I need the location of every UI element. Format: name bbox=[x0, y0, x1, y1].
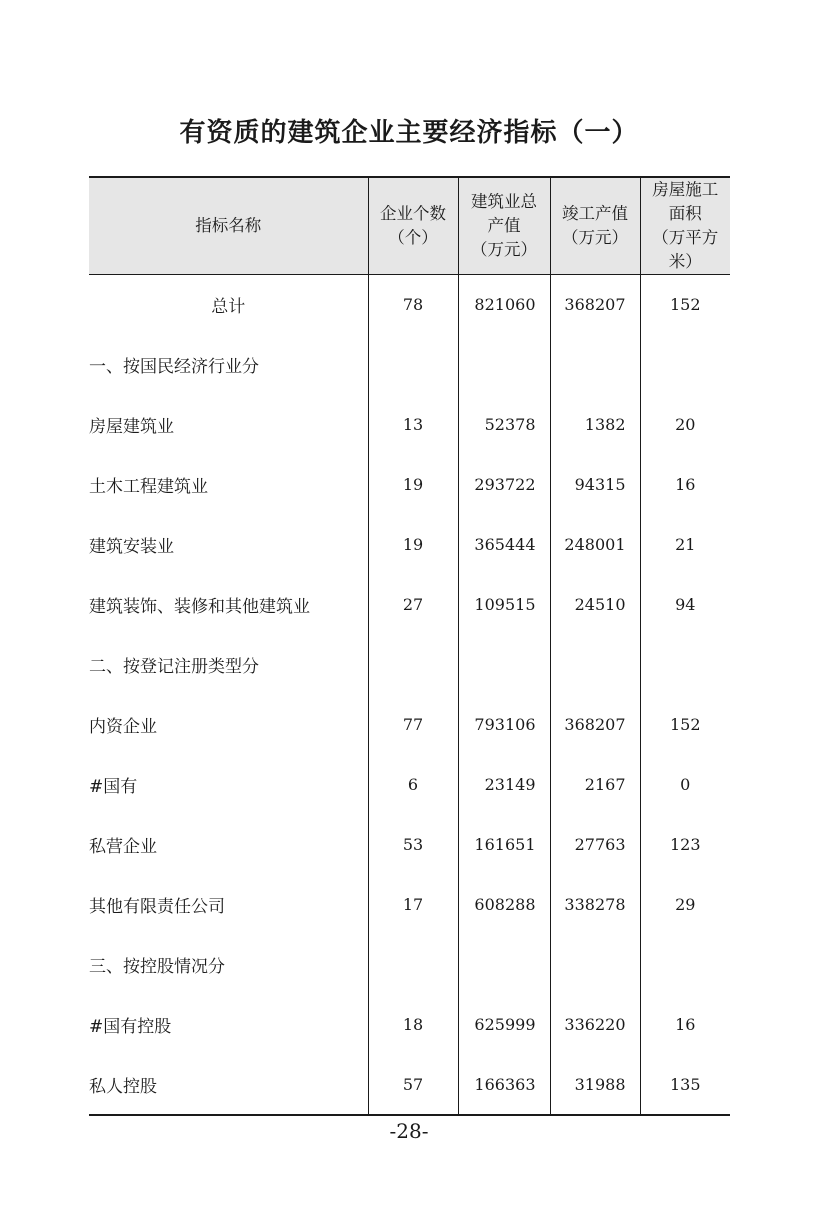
value-cell: 368207 bbox=[550, 275, 640, 335]
value-cell: 821060 bbox=[458, 275, 550, 335]
value-cell: 109515 bbox=[458, 575, 550, 635]
value-cell: 248001 bbox=[550, 515, 640, 575]
value-cell bbox=[640, 335, 730, 395]
value-cell: 53 bbox=[368, 815, 458, 875]
value-cell: 27 bbox=[368, 575, 458, 635]
table-row bbox=[89, 335, 730, 395]
row-label: 三、按控股情况分 bbox=[89, 957, 225, 977]
value-cell: 19 bbox=[368, 515, 458, 575]
table-row bbox=[89, 575, 730, 635]
row-label: 私营企业 bbox=[89, 837, 157, 857]
table-row bbox=[89, 635, 730, 695]
row-label: 房屋建筑业 bbox=[89, 417, 174, 437]
value-cell: 94 bbox=[640, 575, 730, 635]
value-cell: 23149 bbox=[458, 755, 550, 815]
table-row bbox=[89, 515, 730, 575]
value-cell: 0 bbox=[640, 755, 730, 815]
value-cell: 16 bbox=[640, 455, 730, 515]
value-cell: 18 bbox=[368, 995, 458, 1055]
value-cell bbox=[368, 335, 458, 395]
value-cell bbox=[550, 635, 640, 695]
row-label: 土木工程建筑业 bbox=[89, 477, 208, 497]
value-cell: 608288 bbox=[458, 875, 550, 935]
value-cell: 625999 bbox=[458, 995, 550, 1055]
value-cell bbox=[458, 335, 550, 395]
value-cell: 77 bbox=[368, 695, 458, 755]
value-cell: 135 bbox=[640, 1055, 730, 1115]
value-cell: 16 bbox=[640, 995, 730, 1055]
table-body bbox=[89, 275, 730, 1115]
value-cell: 6 bbox=[368, 755, 458, 815]
value-cell: 13 bbox=[368, 395, 458, 455]
value-cell: 94315 bbox=[550, 455, 640, 515]
value-cell: 293722 bbox=[458, 455, 550, 515]
value-cell bbox=[550, 335, 640, 395]
value-cell bbox=[458, 935, 550, 995]
page-title: 有资质的建筑企业主要经济指标（一） bbox=[179, 118, 639, 148]
row-label: 总计 bbox=[211, 297, 246, 318]
row-label: 建筑装饰、装修和其他建筑业 bbox=[89, 597, 310, 617]
value-cell: 52378 bbox=[458, 395, 550, 455]
value-cell bbox=[368, 935, 458, 995]
table-row bbox=[89, 395, 730, 455]
economic-indicators-table bbox=[89, 176, 730, 1116]
header-indicator-name: 指标名称 bbox=[89, 177, 368, 275]
value-cell: 338278 bbox=[550, 875, 640, 935]
table-row bbox=[89, 875, 730, 935]
value-cell: 20 bbox=[640, 395, 730, 455]
value-cell: 123 bbox=[640, 815, 730, 875]
value-cell: 368207 bbox=[550, 695, 640, 755]
row-label: 二、按登记注册类型分 bbox=[89, 657, 259, 677]
row-label: 内资企业 bbox=[89, 717, 157, 737]
value-cell: 152 bbox=[640, 275, 730, 335]
value-cell: 365444 bbox=[458, 515, 550, 575]
value-cell bbox=[640, 935, 730, 995]
row-label: 其他有限责任公司 bbox=[89, 897, 225, 917]
table-row bbox=[89, 935, 730, 995]
value-cell: 29 bbox=[640, 875, 730, 935]
value-cell: 2167 bbox=[550, 755, 640, 815]
value-cell: 161651 bbox=[458, 815, 550, 875]
table-row bbox=[89, 275, 730, 335]
value-cell: 78 bbox=[368, 275, 458, 335]
row-label: #国有控股 bbox=[89, 1017, 172, 1037]
value-cell: 31988 bbox=[550, 1055, 640, 1115]
table-row bbox=[89, 755, 730, 815]
table-row bbox=[89, 1055, 730, 1115]
row-label: 私人控股 bbox=[89, 1055, 368, 1115]
value-cell: 152 bbox=[640, 695, 730, 755]
row-label: 建筑安装业 bbox=[89, 537, 174, 557]
page-number: -28- bbox=[389, 1119, 429, 1143]
row-label: 一、按国民经济行业分 bbox=[89, 357, 259, 377]
header-total-output: 建筑业总 产值 （万元） bbox=[458, 177, 550, 275]
table-header-row bbox=[89, 177, 730, 275]
value-cell: 21 bbox=[640, 515, 730, 575]
value-cell: 166363 bbox=[458, 1055, 550, 1115]
header-floor-area: 房屋施工 面积 （万平方米） bbox=[640, 177, 730, 275]
value-cell bbox=[458, 635, 550, 695]
row-label: #国有 bbox=[89, 777, 138, 797]
header-completed-output: 竣工产值 （万元） bbox=[550, 177, 640, 275]
value-cell: 19 bbox=[368, 455, 458, 515]
table-row bbox=[89, 815, 730, 875]
value-cell: 1382 bbox=[550, 395, 640, 455]
value-cell bbox=[368, 635, 458, 695]
value-cell bbox=[640, 635, 730, 695]
value-cell: 336220 bbox=[550, 995, 640, 1055]
table-row bbox=[89, 995, 730, 1055]
value-cell: 24510 bbox=[550, 575, 640, 635]
table-row bbox=[89, 695, 730, 755]
value-cell: 17 bbox=[368, 875, 458, 935]
value-cell: 793106 bbox=[458, 695, 550, 755]
header-enterprise-count: 企业个数 （个） bbox=[368, 177, 458, 275]
table-row bbox=[89, 455, 730, 515]
value-cell: 27763 bbox=[550, 815, 640, 875]
value-cell: 57 bbox=[368, 1055, 458, 1115]
value-cell bbox=[550, 935, 640, 995]
